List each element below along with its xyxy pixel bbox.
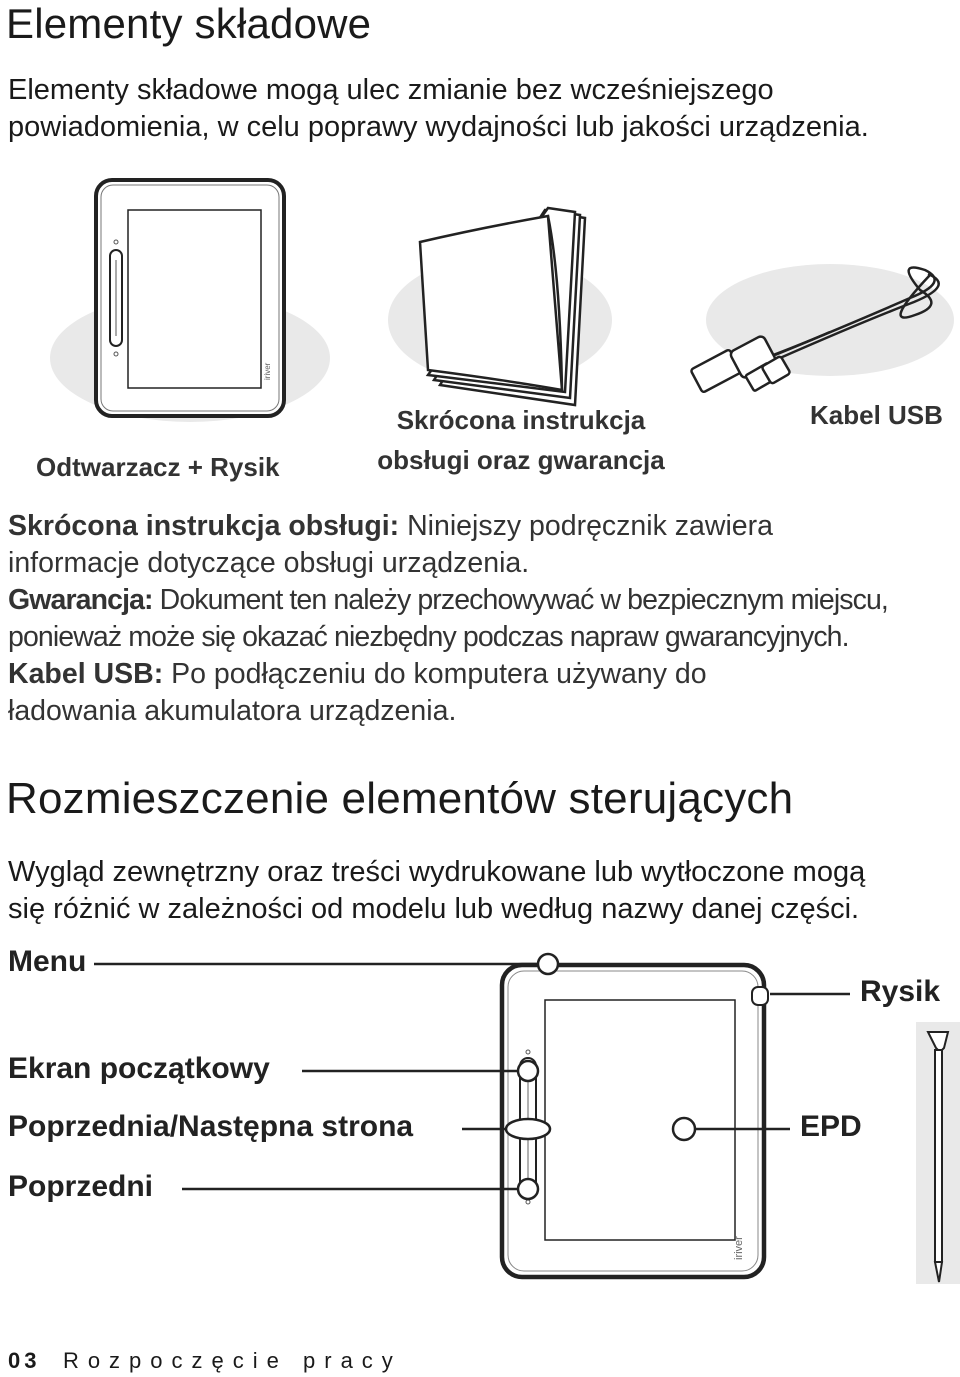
page-number: 03 xyxy=(8,1348,41,1373)
components-intro: Elementy składowe mogą ulec zmianie bez wcześniejszego powiadomienia, w celu poprawy wydajności lub jakości urządzenia. xyxy=(8,74,869,143)
control-label-stylus: Rysik xyxy=(860,975,941,1008)
control-label-home: Ekran początkowy xyxy=(8,1052,270,1085)
footer-section-name: Rozpoczęcie pracy xyxy=(62,1348,402,1373)
back-button-marker xyxy=(518,1179,538,1199)
usb-cable-label: Kabel USB xyxy=(810,400,943,430)
description-manual: Skrócona instrukcja obsługi: Niniejszy podręcznik zawiera xyxy=(8,510,773,542)
control-label-epd: EPD xyxy=(800,1110,862,1143)
description-usb-cable: Kabel USB: Po podłączeniu do komputera używany do xyxy=(8,658,707,690)
menu-button-marker xyxy=(538,954,558,974)
brand-logo-small: iriver xyxy=(263,362,272,380)
control-label-page: Poprzednia/Następna strona xyxy=(8,1110,414,1143)
control-label-menu: Menu xyxy=(8,945,87,978)
epd-marker xyxy=(673,1118,695,1140)
section-title-controls: Rozmieszczenie elementów sterujących xyxy=(6,774,794,823)
control-label-back: Poprzedni xyxy=(8,1170,154,1203)
description-warranty: Gwarancja: Dokument ten należy przechowywać w bezpiecznym miejscu, xyxy=(8,584,888,616)
player-label: Odtwarzacz + Rysik xyxy=(36,452,280,482)
player-device-image xyxy=(96,180,284,416)
page-footer xyxy=(8,1348,402,1374)
manual-label: Skrócona instrukcja obsługi oraz gwarancja xyxy=(377,405,665,475)
controls-intro: Wygląd zewnętrzny oraz treści wydrukowane lub wytłoczone mogą się różnić w zależności od modelu lub według nazwy danej części. xyxy=(8,856,866,925)
stylus-slot xyxy=(752,987,768,1005)
brand-logo: iriver xyxy=(733,1236,745,1260)
stylus-image xyxy=(916,1022,960,1284)
page-button-marker xyxy=(506,1119,550,1139)
manual-booklet-image xyxy=(420,208,585,405)
section-title-components: Elementy składowe xyxy=(6,0,372,47)
component-descriptions: Skrócona instrukcja obsługi: Niniejszy podręcznik zawiera informacje dotyczące obsługi urządzenia. Gwarancja: Dokument ten należy przechowywać w bezpiecznym miejscu, ponieważ może się okazać niezbędny podczas napraw gwarancyjnych. Kabel USB: Po podłączeniu do komputera używany do ładowania akumulatora urządzenia. xyxy=(8,508,960,730)
home-button-marker xyxy=(518,1061,538,1081)
